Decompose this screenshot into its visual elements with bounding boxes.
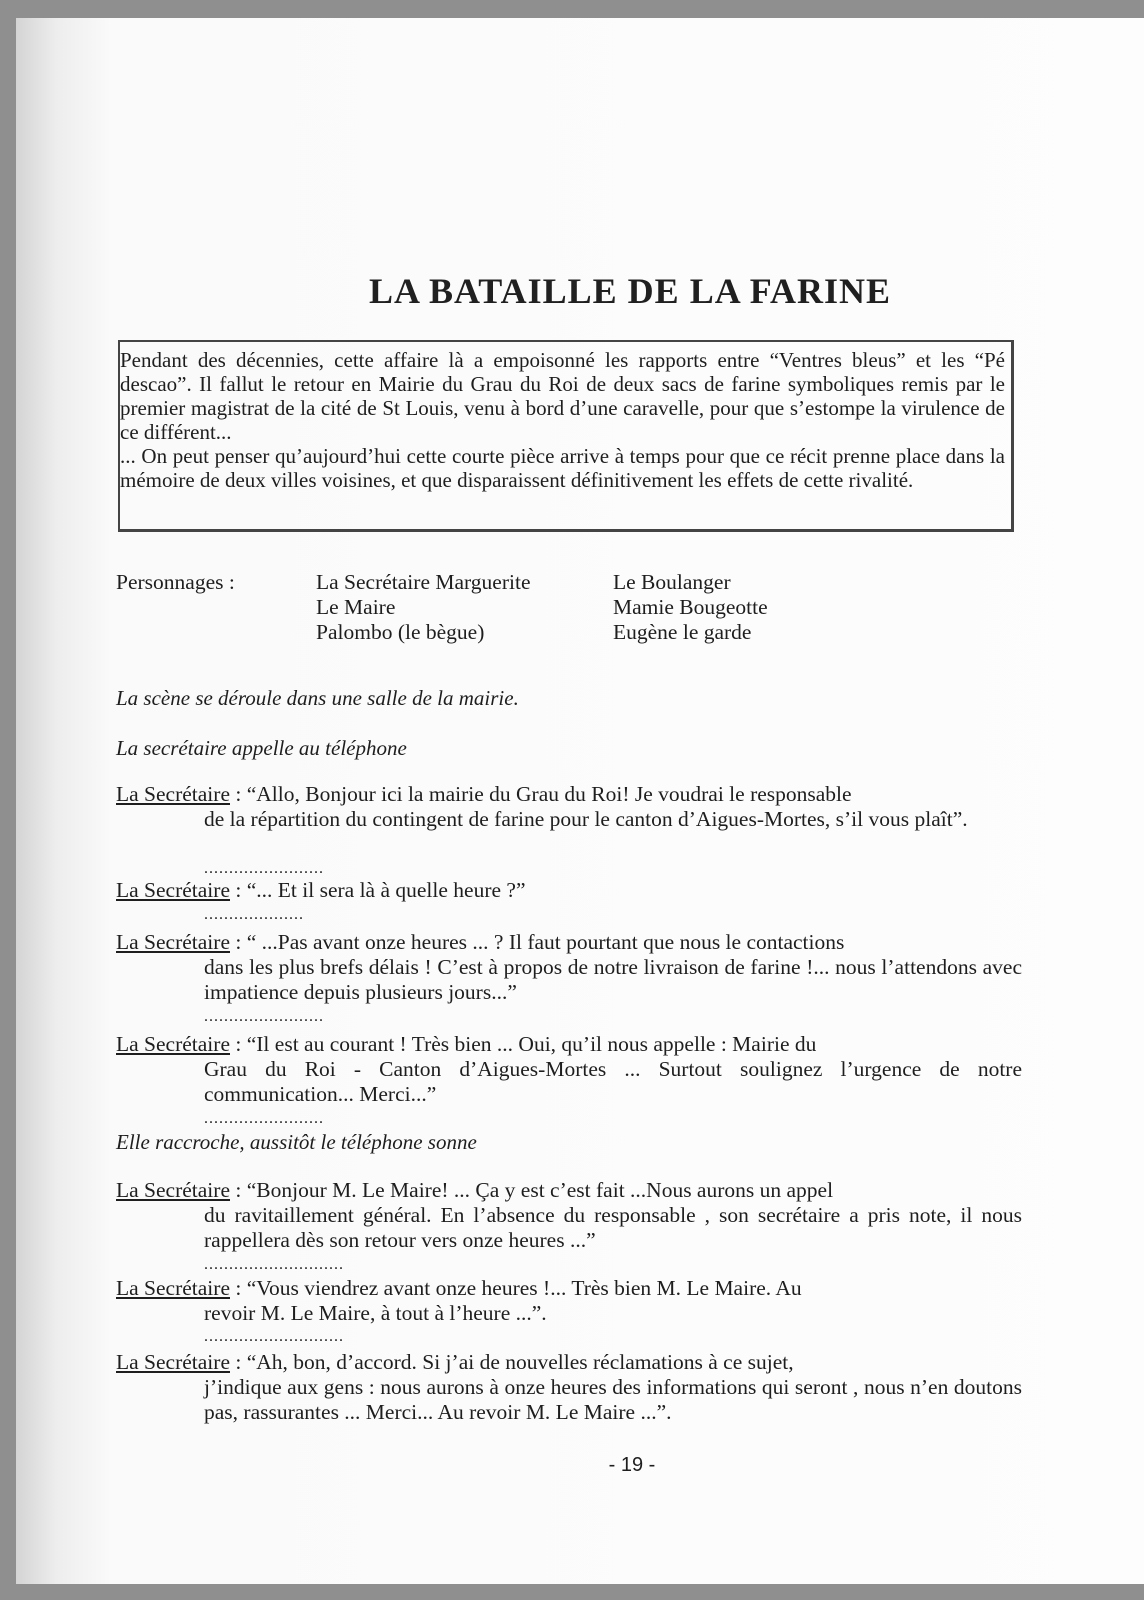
speaker-name: La Secrétaire xyxy=(116,1032,230,1056)
stage-direction: La secrétaire appelle au téléphone xyxy=(116,736,407,760)
dialogue-line xyxy=(116,1350,1022,1425)
dialogue-line xyxy=(116,1276,1022,1326)
dialogue-text: “ ...Pas avant onze heures ... ? Il faut pourtant que nous le contactions xyxy=(246,930,845,954)
cast-member: Le Boulanger xyxy=(613,570,731,594)
ellipsis-line: ........................ xyxy=(204,860,324,877)
ellipsis-line: ............................ xyxy=(204,1256,344,1273)
document-page xyxy=(16,18,1144,1584)
intro-box xyxy=(118,340,1014,532)
dialogue-continuation: du ravitaillement général. En l’absence du responsable , son secrétaire a pris note, il nous rappellera dès son retour vers onze heures ...” xyxy=(204,1203,1022,1252)
dialogue-line xyxy=(116,782,1022,832)
intro-paragraph: Pendant des décennies, cette affaire là a empoisonné les rapports entre “Ventres bleus” et les “Pé descao”. Il fallut le retour en Mairie du Grau du Roi de deux sacs de farine symboliques remis par le premier magistrat de la cité de St Louis, venu à bord d’une caravelle, pour que s’estompe la virulence de ce différent... xyxy=(120,348,1005,444)
speaker-name: La Secrétaire xyxy=(116,878,230,902)
ellipsis-line: ........................ xyxy=(204,1008,324,1025)
speaker-separator: : xyxy=(230,930,247,954)
speaker-name: La Secrétaire xyxy=(116,1178,230,1202)
dialogue-text: “Ah, bon, d’accord. Si j’ai de nouvelles réclamations à ce sujet, xyxy=(246,1350,794,1374)
cast-column xyxy=(613,570,768,645)
speaker-name: La Secrétaire xyxy=(116,1350,230,1374)
dialogue-text: “Il est au courant ! Très bien ... Oui, qu’il nous appelle : Mairie du xyxy=(246,1032,817,1056)
speaker-separator: : xyxy=(230,878,247,902)
dialogue-continuation: de la répartition du contingent de farine pour le canton d’Aigues-Mortes, s’il vous plaît”. xyxy=(204,807,968,831)
dialogue-continuation: Grau du Roi - Canton d’Aigues-Mortes ... Surtout soulignez l’urgence de notre communication... Merci...” xyxy=(204,1057,1022,1106)
cast-member: La Secrétaire Marguerite xyxy=(316,570,531,594)
stage-direction: Elle raccroche, aussitôt le téléphone sonne xyxy=(116,1130,477,1154)
speaker-name: La Secrétaire xyxy=(116,1276,230,1300)
intro-paragraph: ... On peut penser qu’aujourd’hui cette courte pièce arrive à temps pour que ce récit prenne place dans la mémoire de deux villes voisines, et que disparaissent définitivement les effets de cette rivalité. xyxy=(120,444,1005,492)
speaker-name: La Secrétaire xyxy=(116,782,230,806)
stage-direction: La scène se déroule dans une salle de la mairie. xyxy=(116,686,519,710)
cast-member: Palombo (le bègue) xyxy=(316,620,485,644)
cast-member: Eugène le garde xyxy=(613,620,752,644)
speaker-separator: : xyxy=(230,1276,247,1300)
dialogue-text: “Allo, Bonjour ici la mairie du Grau du Roi! Je voudrai le responsable xyxy=(246,782,852,806)
ellipsis-line: ............................ xyxy=(204,1328,344,1345)
cast-member: Le Maire xyxy=(316,595,396,619)
speaker-separator: : xyxy=(230,1032,247,1056)
page-title: LA BATAILLE DE LA FARINE xyxy=(368,271,892,311)
speaker-separator: : xyxy=(230,1350,247,1374)
page-number: - 19 - xyxy=(608,1454,656,1476)
dialogue-line xyxy=(116,1032,1022,1107)
dialogue-text: “... Et il sera là à quelle heure ?” xyxy=(246,878,526,902)
dialogue-continuation: j’indique aux gens : nous aurons à onze heures des informations qui seront , nous n’en doutons pas, rassurantes ... Merci... Au revoir M. Le Maire ...”. xyxy=(204,1375,1022,1424)
cast-label: Personnages : xyxy=(116,570,235,594)
dialogue-text: “Vous viendrez avant onze heures !... Très bien M. Le Maire. Au xyxy=(246,1276,802,1300)
dialogue-continuation: revoir M. Le Maire, à tout à l’heure ...”. xyxy=(204,1301,547,1325)
dialogue-line xyxy=(116,1178,1022,1253)
cast-list xyxy=(116,570,768,645)
cast-member: Mamie Bougeotte xyxy=(613,595,768,619)
speaker-separator: : xyxy=(230,1178,247,1202)
speaker-separator: : xyxy=(230,782,247,806)
ellipsis-line: ........................ xyxy=(204,1110,324,1127)
dialogue-continuation: dans les plus brefs délais ! C’est à propos de notre livraison de farine !... nous l’attendons avec impatience depuis plusieurs jours...” xyxy=(204,955,1022,1004)
dialogue-text: “Bonjour M. Le Maire! ... Ça y est c’est fait ...Nous aurons un appel xyxy=(246,1178,834,1202)
dialogue-line xyxy=(116,930,1022,1005)
dialogue-line xyxy=(116,878,1022,903)
speaker-name: La Secrétaire xyxy=(116,930,230,954)
ellipsis-line: .................... xyxy=(204,906,304,923)
cast-column xyxy=(316,570,613,645)
